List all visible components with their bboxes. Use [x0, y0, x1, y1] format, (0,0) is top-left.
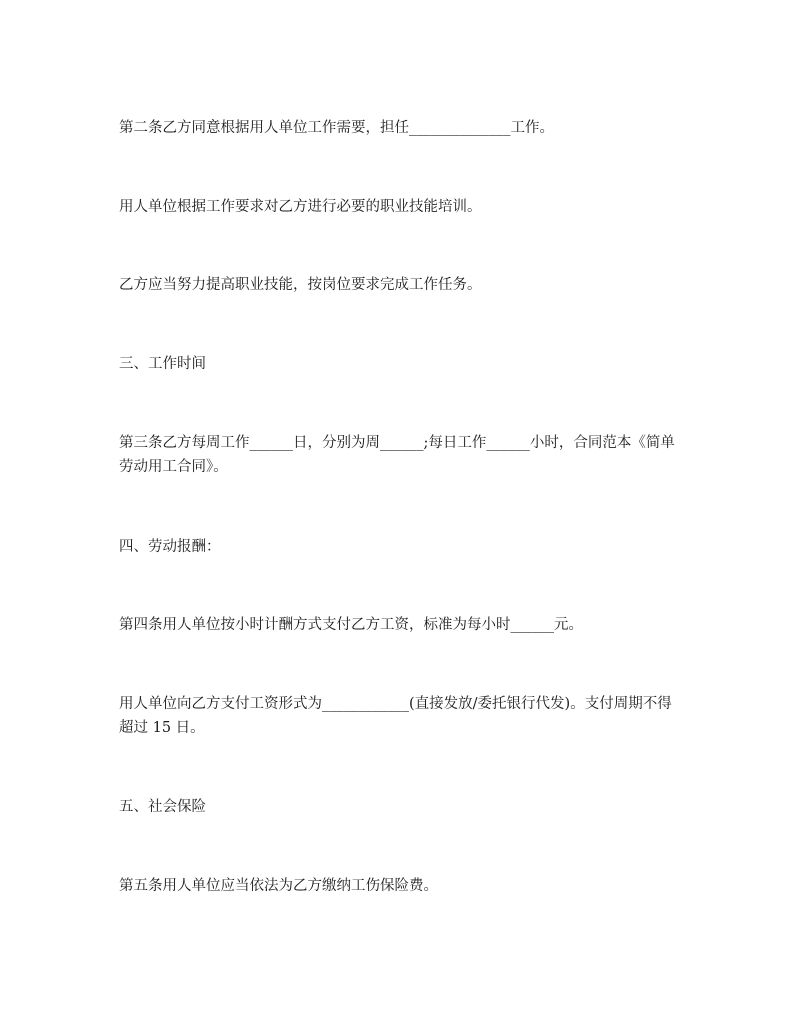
section-heading-social-insurance: 五、社会保险 [119, 799, 206, 815]
skill-improvement-paragraph: 乙方应当努力提高职业技能，按岗位要求完成工作任务。 [119, 277, 482, 293]
clause-5-injury-insurance: 第五条用人单位应当依法为乙方缴纳工伤保险费。 [119, 878, 438, 894]
clause-3-working-hours: 第三条乙方每周工作______日，分别为周______;每日工作______小时，合同范本《简单劳动用工合同》。 [119, 435, 675, 475]
clause-2-job-assignment: 第二条乙方同意根据用人单位工作需要，担任______________工作。 [119, 120, 554, 136]
wage-payment-method-paragraph: 用人单位向乙方支付工资形式为____________(直接发放/委托银行代发)。支付周期不得超过 15 日。 [119, 696, 672, 736]
clause-4-hourly-wage: 第四条用人单位按小时计酬方式支付乙方工资，标准为每小时______元。 [119, 617, 583, 633]
section-heading-working-hours: 三、工作时间 [119, 356, 206, 372]
training-paragraph: 用人单位根据工作要求对乙方进行必要的职业技能培训。 [119, 199, 482, 215]
section-heading-remuneration: 四、劳动报酬： [119, 539, 221, 555]
